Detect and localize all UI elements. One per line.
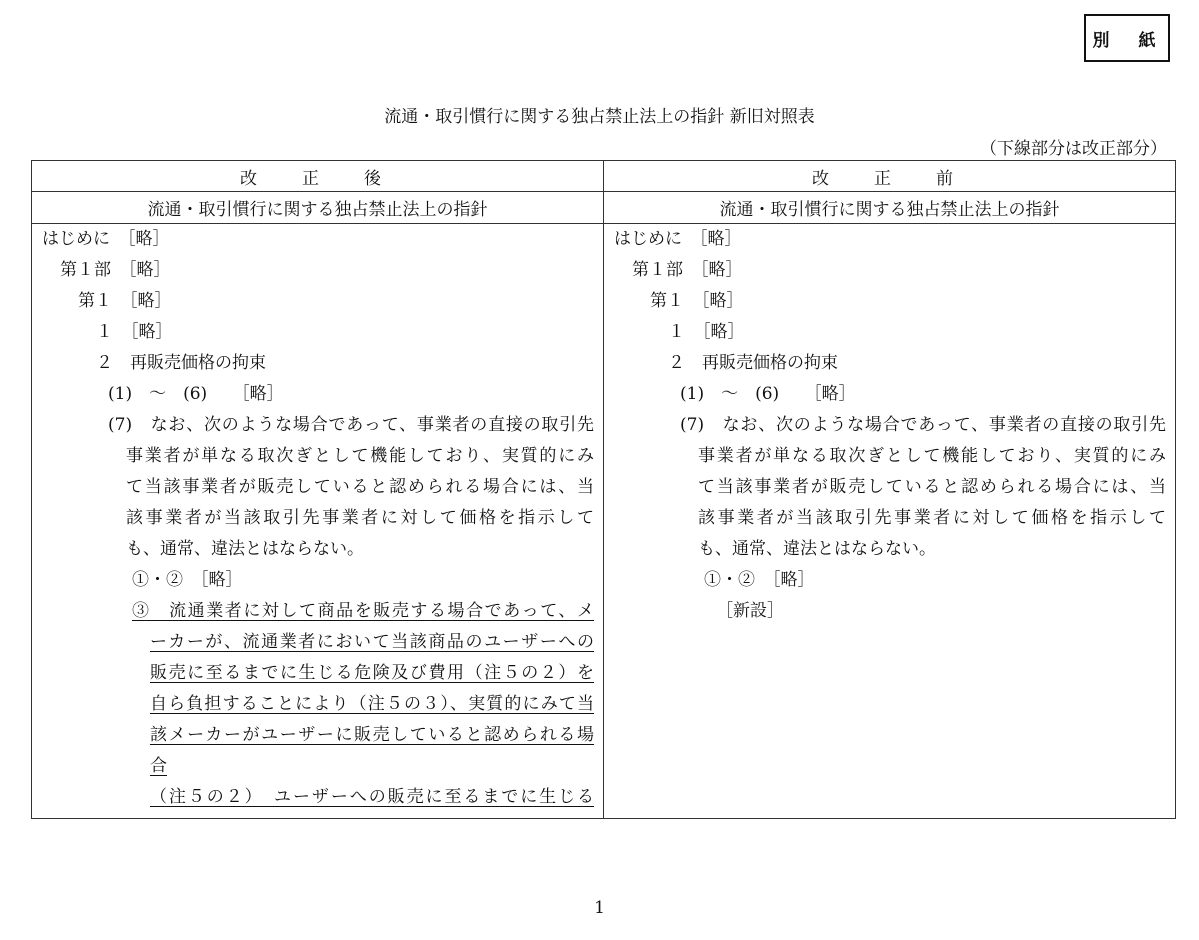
text-line: (1) ～ (6) ［略］ [680,384,856,404]
after-text-cell [32,224,604,819]
text-line: (1) ～ (6) ［略］ [108,384,284,404]
column-header-before: 改 正 前 [604,161,1176,192]
column-subtitle-before: 流通・取引慣行に関する独占禁止法上の指針 [604,192,1176,224]
text-line: て当該事業者が販売していると認められる場合には、当 [126,477,594,497]
text-line: も、通常、違法とはならない。 [698,539,936,559]
column-header-after: 改 正 後 [32,161,604,192]
text-line: 第１部 ［略］ [60,260,171,280]
text-line: (7) なお、次のような場合であって、事業者の直接の取引先 [680,415,1166,435]
text-line: 第１部 ［略］ [632,260,743,280]
amended-text-line: ーカーが、流通業者において当該商品のユーザーへの [150,632,594,652]
text-line: (7) なお、次のような場合であって、事業者の直接の取引先 [108,415,594,435]
text-line: 第１ ［略］ [650,291,744,311]
text-line: 事業者が単なる取次ぎとして機能しており、実質的にみ [126,446,594,466]
underline-note: （下線部分は改正部分） [980,139,1167,159]
text-line: はじめに ［略］ [42,229,170,249]
attachment-label: 別 紙 [1084,14,1170,62]
text-line: ２ 再販売価格の拘束 [668,353,838,373]
amended-text-line: 合 [150,756,167,776]
document-title: 流通・取引慣行に関する独占禁止法上の指針 新旧対照表 [384,107,815,127]
amended-text-line: 自ら負担することにより（注５の３）、実質的にみて当 [150,694,594,714]
text-line: ①・② ［略］ [704,570,815,590]
text-line: ①・② ［略］ [132,570,243,590]
page-number: 1 [594,898,605,918]
text-line: て当該事業者が販売していると認められる場合には、当 [698,477,1166,497]
text-line: 事業者が単なる取次ぎとして機能しており、実質的にみ [698,446,1166,466]
text-line: １ ［略］ [96,322,173,342]
text-line: 第１ ［略］ [78,291,172,311]
comparison-table [31,160,1176,819]
text-line: 該事業者が当該取引先事業者に対して価格を指示して [698,508,1166,528]
amended-text-line: 販売に至るまでに生じる危険及び費用（注５の２）を [150,663,594,683]
new-provision-marker: ［新設］ [716,601,784,621]
text-line: ２ 再販売価格の拘束 [96,353,266,373]
text-line: も、通常、違法とはならない。 [126,539,364,559]
text-line: 該事業者が当該取引先事業者に対して価格を指示して [126,508,594,528]
text-line: １ ［略］ [668,322,745,342]
column-subtitle-after: 流通・取引慣行に関する独占禁止法上の指針 [32,192,604,224]
amended-text-line: （注５の２） ユーザーへの販売に至るまでに生じる [150,787,594,807]
before-text-cell [604,224,1176,819]
amended-text-line: 該メーカーがユーザーに販売していると認められる場 [150,725,594,745]
amended-text-line: ③ 流通業者に対して商品を販売する場合であって、メ [132,601,594,621]
text-line: はじめに ［略］ [614,229,742,249]
